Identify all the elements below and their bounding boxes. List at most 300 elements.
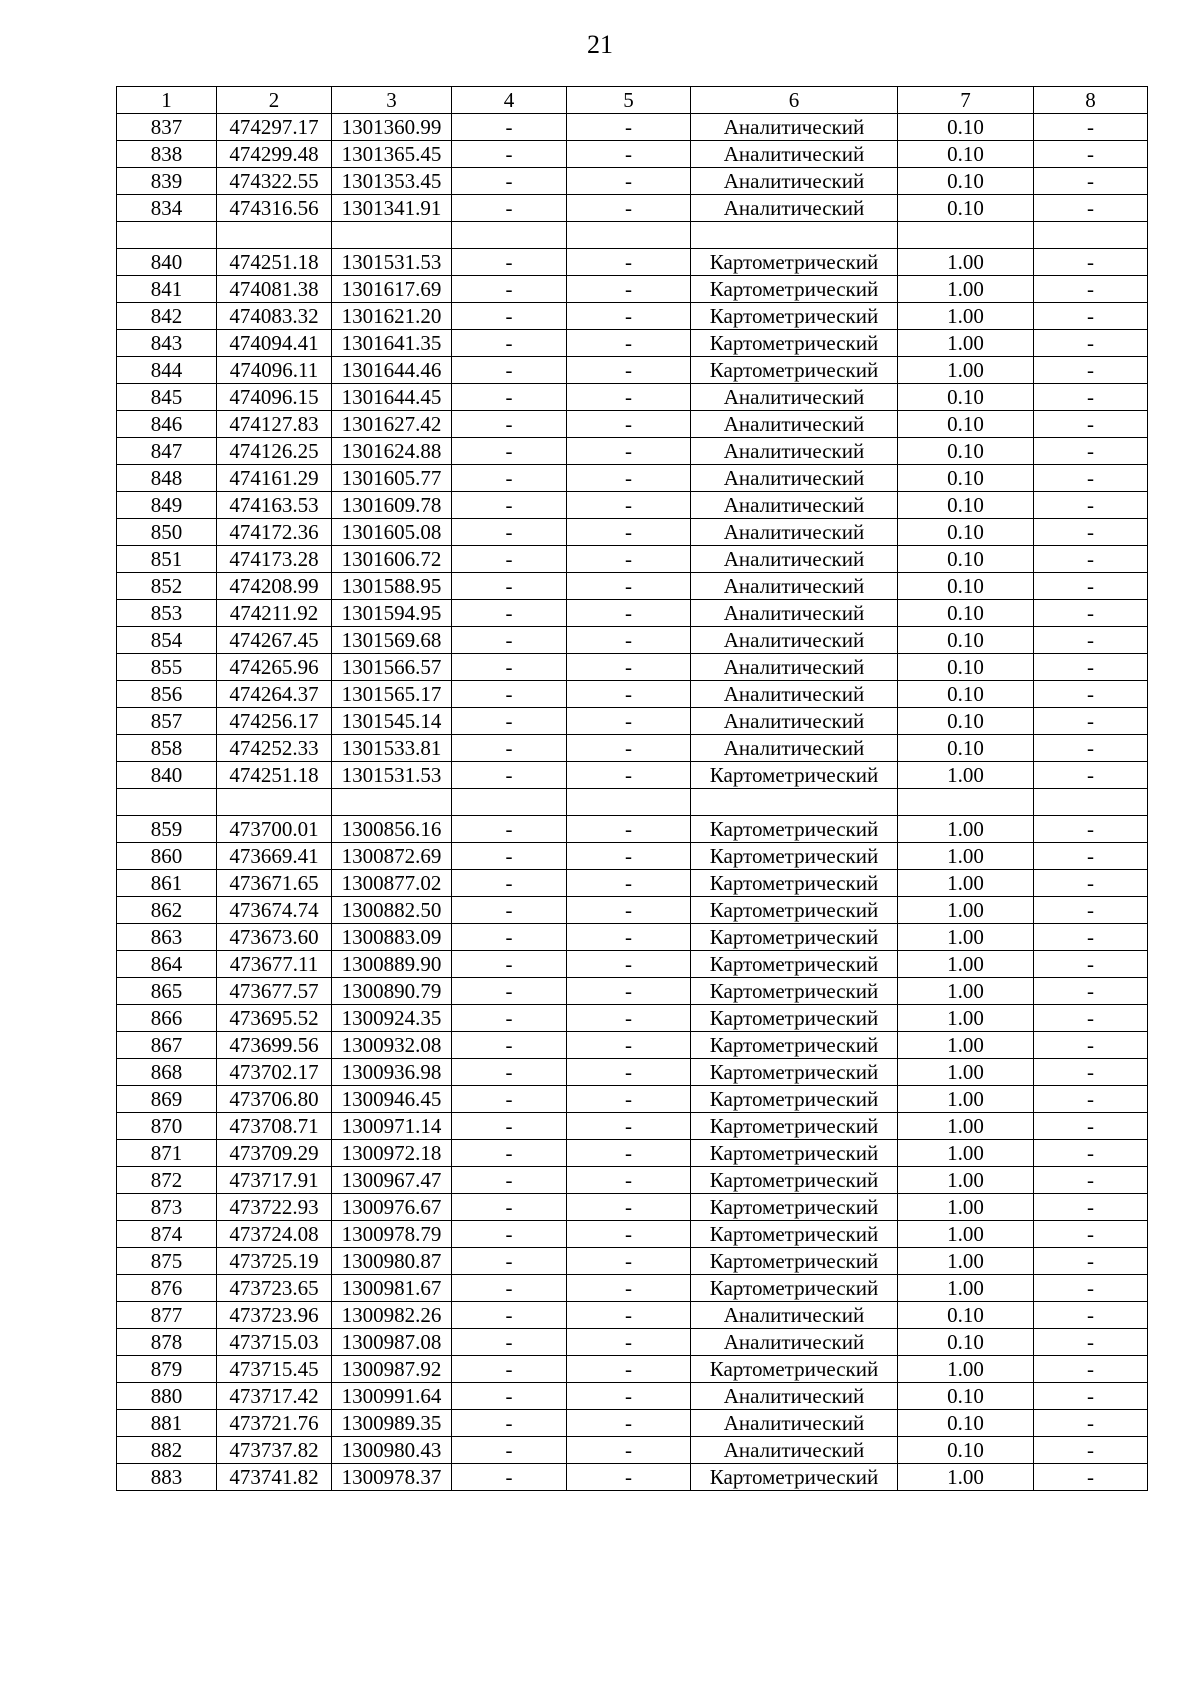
cell-col-5: - <box>567 924 691 951</box>
cell-accuracy: 0.10 <box>898 492 1034 519</box>
cell-x-coordinate: 474126.25 <box>217 438 332 465</box>
cell-method: Аналитический <box>691 384 898 411</box>
cell-accuracy: 0.10 <box>898 1302 1034 1329</box>
cell-y-coordinate: 1300889.90 <box>332 951 452 978</box>
cell-col-8: - <box>1034 1329 1148 1356</box>
cell-accuracy: 1.00 <box>898 1113 1034 1140</box>
cell-x-coordinate: 473706.80 <box>217 1086 332 1113</box>
cell-point-number: 861 <box>117 870 217 897</box>
cell-point-number: 860 <box>117 843 217 870</box>
cell-x-coordinate: 473725.19 <box>217 1248 332 1275</box>
table-row <box>117 492 1148 519</box>
cell-point-number: 875 <box>117 1248 217 1275</box>
cell-col-4: - <box>452 924 567 951</box>
table-row <box>117 735 1148 762</box>
cell-point-number <box>117 789 217 816</box>
cell-col-4: - <box>452 978 567 1005</box>
cell-col-8: - <box>1034 843 1148 870</box>
cell-col-4: - <box>452 762 567 789</box>
column-number-6: 6 <box>691 87 898 114</box>
cell-accuracy: 1.00 <box>898 951 1034 978</box>
cell-col-8: - <box>1034 1167 1148 1194</box>
table-row <box>117 1140 1148 1167</box>
table-row <box>117 1383 1148 1410</box>
cell-accuracy: 0.10 <box>898 114 1034 141</box>
cell-x-coordinate: 474083.32 <box>217 303 332 330</box>
cell-col-8: - <box>1034 546 1148 573</box>
cell-col-5: - <box>567 1221 691 1248</box>
cell-col-5: - <box>567 492 691 519</box>
cell-col-4: - <box>452 1005 567 1032</box>
cell-x-coordinate: 474096.15 <box>217 384 332 411</box>
cell-method: Картометрический <box>691 1248 898 1275</box>
cell-col-4: - <box>452 735 567 762</box>
cell-accuracy: 1.00 <box>898 870 1034 897</box>
cell-point-number: 880 <box>117 1383 217 1410</box>
cell-x-coordinate <box>217 789 332 816</box>
cell-x-coordinate: 473721.76 <box>217 1410 332 1437</box>
cell-y-coordinate: 1301621.20 <box>332 303 452 330</box>
table-row <box>117 519 1148 546</box>
cell-method: Аналитический <box>691 1410 898 1437</box>
cell-x-coordinate: 474252.33 <box>217 735 332 762</box>
cell-point-number: 846 <box>117 411 217 438</box>
cell-y-coordinate: 1300987.08 <box>332 1329 452 1356</box>
cell-point-number: 871 <box>117 1140 217 1167</box>
cell-y-coordinate: 1300976.67 <box>332 1194 452 1221</box>
cell-col-8: - <box>1034 492 1148 519</box>
cell-point-number: 879 <box>117 1356 217 1383</box>
cell-x-coordinate: 473715.45 <box>217 1356 332 1383</box>
cell-accuracy: 1.00 <box>898 897 1034 924</box>
cell-point-number: 840 <box>117 762 217 789</box>
table-row <box>117 1194 1148 1221</box>
cell-col-8: - <box>1034 681 1148 708</box>
cell-accuracy: 1.00 <box>898 1140 1034 1167</box>
cell-col-5: - <box>567 1086 691 1113</box>
table-row <box>117 1248 1148 1275</box>
cell-accuracy <box>898 789 1034 816</box>
cell-x-coordinate: 473677.57 <box>217 978 332 1005</box>
cell-method: Картометрический <box>691 1140 898 1167</box>
cell-col-5: - <box>567 600 691 627</box>
cell-col-5: - <box>567 627 691 654</box>
cell-col-8: - <box>1034 303 1148 330</box>
cell-method: Аналитический <box>691 546 898 573</box>
cell-col-4: - <box>452 1032 567 1059</box>
cell-y-coordinate: 1300982.26 <box>332 1302 452 1329</box>
cell-col-5: - <box>567 1329 691 1356</box>
cell-method: Аналитический <box>691 573 898 600</box>
cell-method: Картометрический <box>691 1005 898 1032</box>
cell-col-4: - <box>452 114 567 141</box>
cell-col-8: - <box>1034 600 1148 627</box>
cell-method: Картометрический <box>691 1464 898 1491</box>
cell-y-coordinate: 1301624.88 <box>332 438 452 465</box>
cell-method <box>691 222 898 249</box>
cell-y-coordinate: 1300978.37 <box>332 1464 452 1491</box>
cell-y-coordinate: 1300978.79 <box>332 1221 452 1248</box>
cell-point-number: 850 <box>117 519 217 546</box>
cell-col-5: - <box>567 1302 691 1329</box>
cell-col-4: - <box>452 1221 567 1248</box>
table-row <box>117 627 1148 654</box>
cell-point-number: 862 <box>117 897 217 924</box>
cell-method: Картометрический <box>691 897 898 924</box>
cell-accuracy: 0.10 <box>898 546 1034 573</box>
cell-x-coordinate <box>217 222 332 249</box>
cell-y-coordinate: 1300936.98 <box>332 1059 452 1086</box>
cell-col-8: - <box>1034 1140 1148 1167</box>
cell-col-8: - <box>1034 1383 1148 1410</box>
cell-y-coordinate: 1300882.50 <box>332 897 452 924</box>
cell-col-8: - <box>1034 978 1148 1005</box>
cell-x-coordinate: 473709.29 <box>217 1140 332 1167</box>
cell-method: Аналитический <box>691 600 898 627</box>
cell-col-8: - <box>1034 951 1148 978</box>
cell-x-coordinate: 473699.56 <box>217 1032 332 1059</box>
cell-method: Картометрический <box>691 924 898 951</box>
cell-method: Картометрический <box>691 870 898 897</box>
cell-x-coordinate: 474297.17 <box>217 114 332 141</box>
cell-point-number <box>117 222 217 249</box>
cell-point-number: 883 <box>117 1464 217 1491</box>
table-row <box>117 1302 1148 1329</box>
cell-accuracy: 1.00 <box>898 249 1034 276</box>
cell-col-8: - <box>1034 438 1148 465</box>
table-row <box>117 411 1148 438</box>
cell-point-number: 847 <box>117 438 217 465</box>
cell-accuracy: 1.00 <box>898 1221 1034 1248</box>
cell-col-5: - <box>567 681 691 708</box>
cell-x-coordinate: 473741.82 <box>217 1464 332 1491</box>
table-row <box>117 1410 1148 1437</box>
coordinates-table <box>116 86 1148 1491</box>
cell-accuracy: 1.00 <box>898 843 1034 870</box>
cell-col-8: - <box>1034 924 1148 951</box>
table-row <box>117 708 1148 735</box>
cell-col-8: - <box>1034 1464 1148 1491</box>
cell-y-coordinate: 1301566.57 <box>332 654 452 681</box>
cell-accuracy: 0.10 <box>898 168 1034 195</box>
cell-accuracy: 1.00 <box>898 1167 1034 1194</box>
cell-point-number: 841 <box>117 276 217 303</box>
cell-y-coordinate: 1301531.53 <box>332 249 452 276</box>
page-number: 21 <box>587 30 613 59</box>
table-row <box>117 1356 1148 1383</box>
cell-x-coordinate: 474256.17 <box>217 708 332 735</box>
cell-col-5: - <box>567 114 691 141</box>
cell-point-number: 873 <box>117 1194 217 1221</box>
cell-col-4: - <box>452 627 567 654</box>
cell-method: Картометрический <box>691 1167 898 1194</box>
table-row <box>117 1275 1148 1302</box>
table-row <box>117 843 1148 870</box>
cell-col-4: - <box>452 465 567 492</box>
table-row <box>117 870 1148 897</box>
cell-method: Аналитический <box>691 141 898 168</box>
cell-y-coordinate: 1300989.35 <box>332 1410 452 1437</box>
cell-col-5: - <box>567 546 691 573</box>
cell-accuracy: 1.00 <box>898 1086 1034 1113</box>
cell-method: Аналитический <box>691 195 898 222</box>
cell-col-4: - <box>452 303 567 330</box>
cell-col-4 <box>452 222 567 249</box>
cell-x-coordinate: 473669.41 <box>217 843 332 870</box>
cell-col-5: - <box>567 141 691 168</box>
cell-point-number: 848 <box>117 465 217 492</box>
cell-y-coordinate: 1301641.35 <box>332 330 452 357</box>
cell-x-coordinate: 474264.37 <box>217 681 332 708</box>
cell-method: Аналитический <box>691 1437 898 1464</box>
cell-col-5: - <box>567 1059 691 1086</box>
cell-y-coordinate: 1301644.46 <box>332 357 452 384</box>
table-row <box>117 1005 1148 1032</box>
cell-col-4: - <box>452 357 567 384</box>
cell-point-number: 878 <box>117 1329 217 1356</box>
cell-point-number: 866 <box>117 1005 217 1032</box>
cell-accuracy: 0.10 <box>898 1437 1034 1464</box>
cell-y-coordinate: 1300890.79 <box>332 978 452 1005</box>
cell-col-5: - <box>567 573 691 600</box>
cell-col-4: - <box>452 1410 567 1437</box>
cell-accuracy: 0.10 <box>898 438 1034 465</box>
cell-col-5: - <box>567 1383 691 1410</box>
cell-point-number: 852 <box>117 573 217 600</box>
cell-col-5: - <box>567 843 691 870</box>
cell-method: Аналитический <box>691 492 898 519</box>
cell-point-number: 839 <box>117 168 217 195</box>
cell-col-4: - <box>452 195 567 222</box>
cell-col-5: - <box>567 519 691 546</box>
cell-x-coordinate: 474161.29 <box>217 465 332 492</box>
cell-method: Картометрический <box>691 843 898 870</box>
cell-point-number: 881 <box>117 1410 217 1437</box>
cell-y-coordinate <box>332 222 452 249</box>
column-number-1: 1 <box>117 87 217 114</box>
cell-col-8: - <box>1034 276 1148 303</box>
cell-col-8: - <box>1034 1005 1148 1032</box>
cell-col-8 <box>1034 789 1148 816</box>
cell-col-4: - <box>452 951 567 978</box>
cell-y-coordinate: 1300877.02 <box>332 870 452 897</box>
cell-col-5: - <box>567 1005 691 1032</box>
cell-y-coordinate: 1300932.08 <box>332 1032 452 1059</box>
table-row <box>117 357 1148 384</box>
cell-x-coordinate: 473674.74 <box>217 897 332 924</box>
cell-y-coordinate: 1300856.16 <box>332 816 452 843</box>
cell-col-5: - <box>567 438 691 465</box>
cell-col-8: - <box>1034 1356 1148 1383</box>
cell-y-coordinate: 1301605.08 <box>332 519 452 546</box>
table-row <box>117 276 1148 303</box>
cell-accuracy: 1.00 <box>898 1464 1034 1491</box>
cell-accuracy: 0.10 <box>898 1329 1034 1356</box>
cell-method: Аналитический <box>691 708 898 735</box>
cell-method: Аналитический <box>691 465 898 492</box>
cell-col-4: - <box>452 1275 567 1302</box>
cell-point-number: 840 <box>117 249 217 276</box>
cell-accuracy: 0.10 <box>898 195 1034 222</box>
cell-y-coordinate: 1301644.45 <box>332 384 452 411</box>
cell-y-coordinate: 1300981.67 <box>332 1275 452 1302</box>
cell-col-4: - <box>452 438 567 465</box>
cell-point-number: 870 <box>117 1113 217 1140</box>
cell-point-number: 853 <box>117 600 217 627</box>
cell-col-4: - <box>452 1383 567 1410</box>
cell-col-5 <box>567 222 691 249</box>
cell-col-8: - <box>1034 249 1148 276</box>
cell-point-number: 865 <box>117 978 217 1005</box>
cell-point-number: 845 <box>117 384 217 411</box>
table-row <box>117 1221 1148 1248</box>
cell-method: Аналитический <box>691 654 898 681</box>
cell-col-4: - <box>452 1248 567 1275</box>
cell-col-4: - <box>452 276 567 303</box>
cell-accuracy: 1.00 <box>898 762 1034 789</box>
cell-y-coordinate: 1301341.91 <box>332 195 452 222</box>
cell-col-4: - <box>452 249 567 276</box>
cell-method: Картометрический <box>691 1356 898 1383</box>
cell-method: Аналитический <box>691 1329 898 1356</box>
table-row <box>117 573 1148 600</box>
cell-accuracy: 0.10 <box>898 1383 1034 1410</box>
cell-col-4: - <box>452 1464 567 1491</box>
cell-x-coordinate: 473723.96 <box>217 1302 332 1329</box>
cell-y-coordinate: 1301545.14 <box>332 708 452 735</box>
column-number-3: 3 <box>332 87 452 114</box>
cell-y-coordinate: 1301360.99 <box>332 114 452 141</box>
table-row <box>117 1032 1148 1059</box>
cell-method: Картометрический <box>691 1221 898 1248</box>
cell-col-4: - <box>452 519 567 546</box>
cell-accuracy: 1.00 <box>898 1005 1034 1032</box>
table-row <box>117 330 1148 357</box>
cell-method: Картометрический <box>691 978 898 1005</box>
table-row <box>117 1329 1148 1356</box>
cell-col-5: - <box>567 1356 691 1383</box>
cell-col-5: - <box>567 384 691 411</box>
cell-method: Картометрический <box>691 249 898 276</box>
cell-method: Картометрический <box>691 1032 898 1059</box>
table-body <box>117 114 1148 1491</box>
cell-method: Аналитический <box>691 627 898 654</box>
cell-y-coordinate: 1300967.47 <box>332 1167 452 1194</box>
table-header <box>117 87 1148 114</box>
cell-col-8: - <box>1034 654 1148 681</box>
cell-col-4: - <box>452 897 567 924</box>
cell-x-coordinate: 474211.92 <box>217 600 332 627</box>
cell-col-8: - <box>1034 1086 1148 1113</box>
table-row <box>117 924 1148 951</box>
table-row <box>117 1086 1148 1113</box>
cell-col-8: - <box>1034 195 1148 222</box>
cell-x-coordinate: 473673.60 <box>217 924 332 951</box>
cell-point-number: 859 <box>117 816 217 843</box>
cell-x-coordinate: 474094.41 <box>217 330 332 357</box>
cell-point-number: 849 <box>117 492 217 519</box>
table-row <box>117 141 1148 168</box>
cell-point-number: 877 <box>117 1302 217 1329</box>
cell-col-4: - <box>452 492 567 519</box>
cell-point-number: 882 <box>117 1437 217 1464</box>
cell-method: Аналитический <box>691 1302 898 1329</box>
cell-accuracy: 1.00 <box>898 276 1034 303</box>
cell-col-4: - <box>452 411 567 438</box>
cell-col-8: - <box>1034 573 1148 600</box>
table-row <box>117 546 1148 573</box>
cell-col-8: - <box>1034 897 1148 924</box>
cell-point-number: 867 <box>117 1032 217 1059</box>
cell-y-coordinate: 1300972.18 <box>332 1140 452 1167</box>
cell-x-coordinate: 473677.11 <box>217 951 332 978</box>
cell-col-4: - <box>452 330 567 357</box>
cell-col-5: - <box>567 1464 691 1491</box>
cell-y-coordinate: 1301609.78 <box>332 492 452 519</box>
cell-col-5: - <box>567 1437 691 1464</box>
cell-accuracy: 1.00 <box>898 1194 1034 1221</box>
cell-col-5: - <box>567 1410 691 1437</box>
cell-x-coordinate: 474127.83 <box>217 411 332 438</box>
cell-col-8: - <box>1034 168 1148 195</box>
cell-point-number: 856 <box>117 681 217 708</box>
column-number-7: 7 <box>898 87 1034 114</box>
cell-x-coordinate: 473700.01 <box>217 816 332 843</box>
cell-accuracy: 0.10 <box>898 384 1034 411</box>
cell-x-coordinate: 474081.38 <box>217 276 332 303</box>
cell-col-5: - <box>567 1113 691 1140</box>
cell-x-coordinate: 473715.03 <box>217 1329 332 1356</box>
cell-x-coordinate: 473737.82 <box>217 1437 332 1464</box>
table-row <box>117 1437 1148 1464</box>
cell-col-5: - <box>567 816 691 843</box>
cell-col-8: - <box>1034 330 1148 357</box>
column-number-4: 4 <box>452 87 567 114</box>
cell-col-4: - <box>452 600 567 627</box>
cell-x-coordinate: 474096.11 <box>217 357 332 384</box>
cell-col-8: - <box>1034 1194 1148 1221</box>
cell-point-number: 857 <box>117 708 217 735</box>
table-row <box>117 1059 1148 1086</box>
cell-accuracy: 1.00 <box>898 924 1034 951</box>
cell-col-4: - <box>452 1113 567 1140</box>
cell-y-coordinate: 1301531.53 <box>332 762 452 789</box>
cell-col-4: - <box>452 384 567 411</box>
cell-y-coordinate: 1301606.72 <box>332 546 452 573</box>
table-row <box>117 762 1148 789</box>
cell-col-4: - <box>452 141 567 168</box>
cell-col-5: - <box>567 1140 691 1167</box>
cell-y-coordinate: 1300980.43 <box>332 1437 452 1464</box>
cell-accuracy: 1.00 <box>898 1032 1034 1059</box>
cell-x-coordinate: 473722.93 <box>217 1194 332 1221</box>
cell-method: Аналитический <box>691 168 898 195</box>
cell-method <box>691 789 898 816</box>
cell-col-4: - <box>452 1437 567 1464</box>
cell-x-coordinate: 473695.52 <box>217 1005 332 1032</box>
cell-col-8: - <box>1034 816 1148 843</box>
cell-point-number: 837 <box>117 114 217 141</box>
cell-point-number: 834 <box>117 195 217 222</box>
cell-x-coordinate: 473671.65 <box>217 870 332 897</box>
cell-accuracy: 0.10 <box>898 654 1034 681</box>
cell-col-8: - <box>1034 627 1148 654</box>
cell-col-5: - <box>567 1194 691 1221</box>
cell-accuracy: 1.00 <box>898 978 1034 1005</box>
cell-point-number: 838 <box>117 141 217 168</box>
cell-col-5: - <box>567 654 691 681</box>
cell-point-number: 874 <box>117 1221 217 1248</box>
